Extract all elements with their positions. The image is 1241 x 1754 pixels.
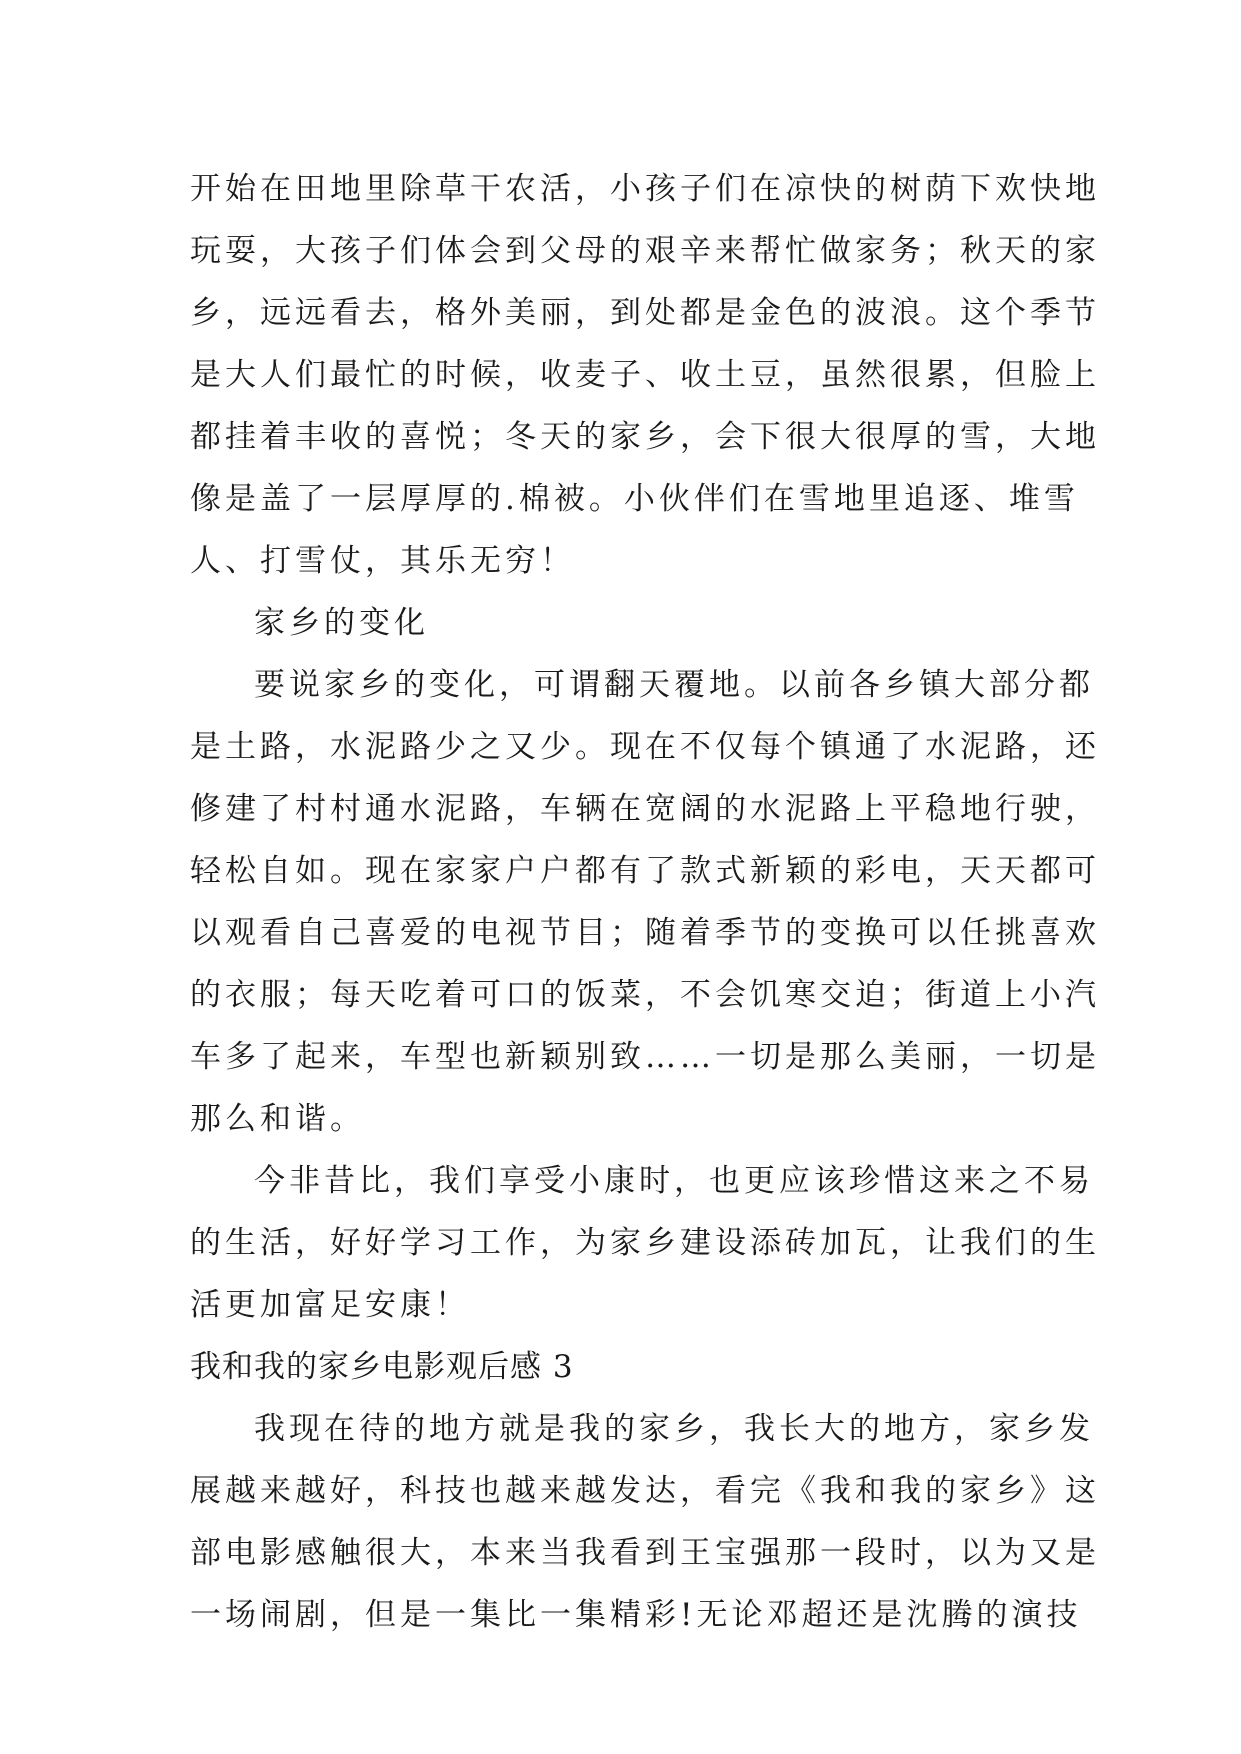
paragraph-line: 部电影感触很大，本来当我看到王宝强那一段时，以为又是: [190, 1535, 1100, 1571]
paragraph-line: 展越来越好，科技也越来越发达，看完《我和我的家乡》这: [190, 1473, 1100, 1509]
paragraph-line: 都挂着丰收的喜悦；冬天的家乡，会下很大很厚的雪，大地: [190, 419, 1100, 455]
paragraph-line: 玩耍，大孩子们体会到父母的艰辛来帮忙做家务；秋天的家: [190, 233, 1100, 269]
paragraph-line: 今非昔比，我们享受小康时，也更应该珍惜这来之不易: [254, 1163, 1094, 1199]
article-title: 我和我的家乡电影观后感 3: [190, 1349, 574, 1385]
paragraph-line: 活更加富足安康！: [190, 1287, 470, 1323]
paragraph-line: 像是盖了一层厚厚的.棉被。小伙伴们在雪地里追逐、堆雪: [190, 481, 1079, 517]
paragraph-line: 要说家乡的变化，可谓翻天覆地。以前各乡镇大部分都: [254, 667, 1094, 703]
paragraph-line: 修建了村村通水泥路，车辆在宽阔的水泥路上平稳地行驶，: [190, 791, 1100, 827]
paragraph-line: 以观看自己喜爱的电视节目；随着季节的变换可以任挑喜欢: [190, 915, 1100, 951]
paragraph-line: 是土路，水泥路少之又少。现在不仅每个镇通了水泥路，还: [190, 729, 1100, 765]
paragraph-line: 是大人们最忙的时候，收麦子、收土豆，虽然很累，但脸上: [190, 357, 1100, 393]
paragraph-line: 那么和谐。: [190, 1101, 365, 1137]
paragraph-line: 的生活，好好学习工作，为家乡建设添砖加瓦，让我们的生: [190, 1225, 1100, 1261]
paragraph-line: 开始在田地里除草干农活，小孩子们在凉快的树荫下欢快地: [190, 171, 1100, 207]
paragraph-line: 轻松自如。现在家家户户都有了款式新颖的彩电，天天都可: [190, 853, 1100, 889]
paragraph-line: 乡，远远看去，格外美丽，到处都是金色的波浪。这个季节: [190, 295, 1100, 331]
paragraph-line: 我现在待的地方就是我的家乡，我长大的地方，家乡发: [254, 1411, 1094, 1447]
paragraph-line: 车多了起来，车型也新颖别致……一切是那么美丽，一切是: [190, 1039, 1100, 1075]
section-heading: 家乡的变化: [254, 605, 429, 641]
paragraph-line: 人、打雪仗，其乐无穷！: [190, 543, 575, 579]
paragraph-line: 的衣服；每天吃着可口的饭菜，不会饥寒交迫；街道上小汽: [190, 977, 1100, 1013]
document-body: [190, 158, 1100, 1646]
paragraph-line: 一场闹剧，但是一集比一集精彩!无论邓超还是沈腾的演技: [190, 1597, 1082, 1633]
